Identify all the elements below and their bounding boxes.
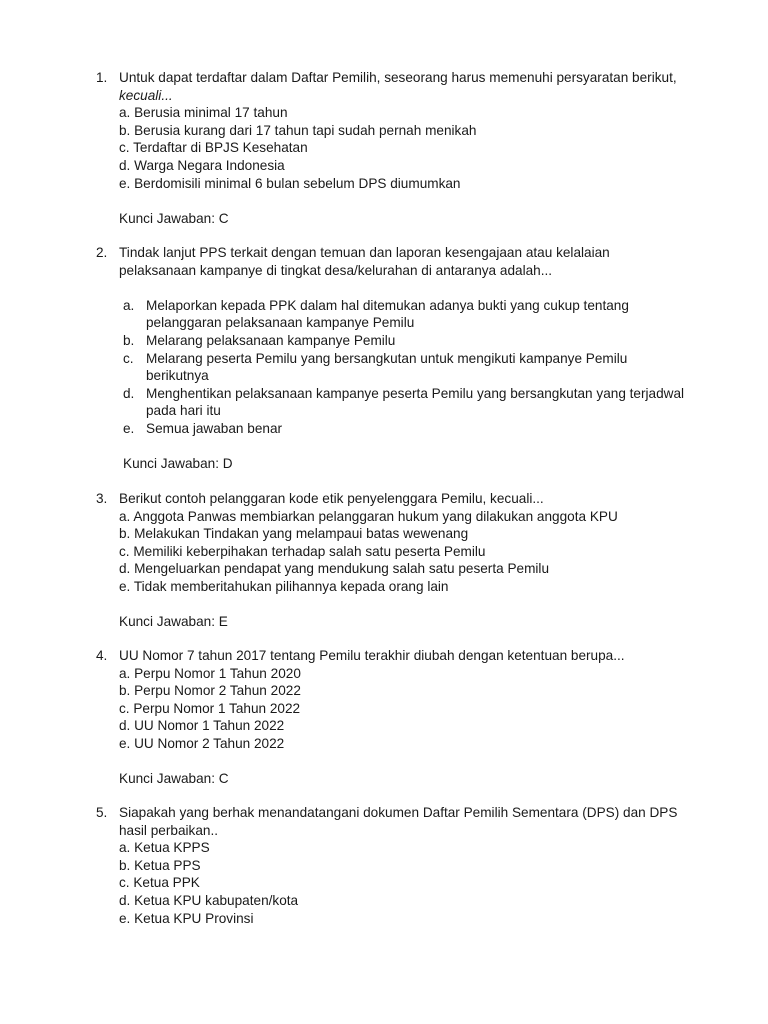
option-list [96,297,686,438]
stem-italic: kecuali... [119,87,173,103]
question-stem: 3. Berikut contoh pelanggaran kode etik penyelenggara Pemilu, kecuali... [96,491,544,506]
option-a: a. Perpu Nomor 1 Tahun 2020 [119,665,301,681]
option-e: e. Tidak memberitahukan pilihannya kepada orang lain [119,578,449,594]
question-stem: 5. Siapakah yang berhak menandatangani dokumen Daftar Pemilih Sementara (DPS) dan DPS hasil perbaikan.. [96,805,678,838]
option-d: d. UU Nomor 1 Tahun 2022 [119,718,285,734]
question-number: 1. [96,70,108,85]
option-e: e. Semua jawaban benar [123,420,283,436]
answer-key: Kunci Jawaban: E [119,614,228,630]
option-a: a. Berusia minimal 17 tahun [119,105,288,121]
question-number: 5. [96,805,108,820]
option-c: c. Perpu Nomor 1 Tahun 2022 [119,700,301,716]
option-c: c. Memiliki keberpihakan terhadap salah satu peserta Pemilu [119,543,486,559]
answer-key: Kunci Jawaban: C [119,771,229,787]
option-c: c. Melarang peserta Pemilu yang bersangkutan untuk mengikuti kampanye Pemilu berikutnya [123,350,628,384]
option-d: d. Menghentikan pelaksanaan kampanye peserta Pemilu yang bersangkutan yang terjadwal pada hari itu [123,385,685,419]
question-number: 3. [96,491,108,506]
question-3 [96,490,686,631]
option-a: a. Melaporkan kepada PPK dalam hal ditemukan adanya bukti yang cukup tentang pelanggaran pelaksanaan kampanye Pemilu [123,297,629,331]
answer-key: Kunci Jawaban: C [119,210,229,226]
option-e: e. Ketua KPU Provinsi [119,910,254,926]
question-stem: 1. Untuk dapat terdaftar dalam Daftar Pemilih, seseorang harus memenuhi persyaratan berikut, kecuali... [96,70,677,103]
option-a: a. Ketua KPPS [119,840,210,856]
question-4 [96,647,686,788]
question-number: 2. [96,245,108,260]
question-2 [96,244,686,473]
answer-key: Kunci Jawaban: D [123,456,233,472]
question-stem: 4. UU Nomor 7 tahun 2017 tentang Pemilu terakhir diubah dengan ketentuan berupa... [96,648,625,663]
question-1 [96,69,686,227]
question-stem: 2. Tindak lanjut PPS terkait dengan temuan dan laporan kesengajaan atau kelalaian pelaksanaan kampanye di tingkat desa/kelurahan di antaranya adalah... [96,245,610,278]
question-5 [96,804,686,927]
option-b: b. Ketua PPS [119,857,201,873]
option-d: d. Ketua KPU kabupaten/kota [119,892,299,908]
option-e: e. Berdomisili minimal 6 bulan sebelum DPS diumumkan [119,175,461,191]
question-number: 4. [96,648,108,663]
option-d: d. Warga Negara Indonesia [119,157,285,173]
option-e: e. UU Nomor 2 Tahun 2022 [119,735,285,751]
option-b: b. Melarang pelaksanaan kampanye Pemilu [123,332,396,348]
option-c: c. Terdaftar di BPJS Kesehatan [119,140,308,156]
option-b: b. Berusia kurang dari 17 tahun tapi sudah pernah menikah [119,122,477,138]
option-b: b. Perpu Nomor 2 Tahun 2022 [119,683,301,699]
option-b: b. Melakukan Tindakan yang melampaui batas wewenang [119,526,469,542]
option-a: a. Anggota Panwas membiarkan pelanggaran hukum yang dilakukan anggota KPU [119,508,618,524]
option-c: c. Ketua PPK [119,875,200,891]
option-d: d. Mengeluarkan pendapat yang mendukung salah satu peserta Pemilu [119,561,550,577]
